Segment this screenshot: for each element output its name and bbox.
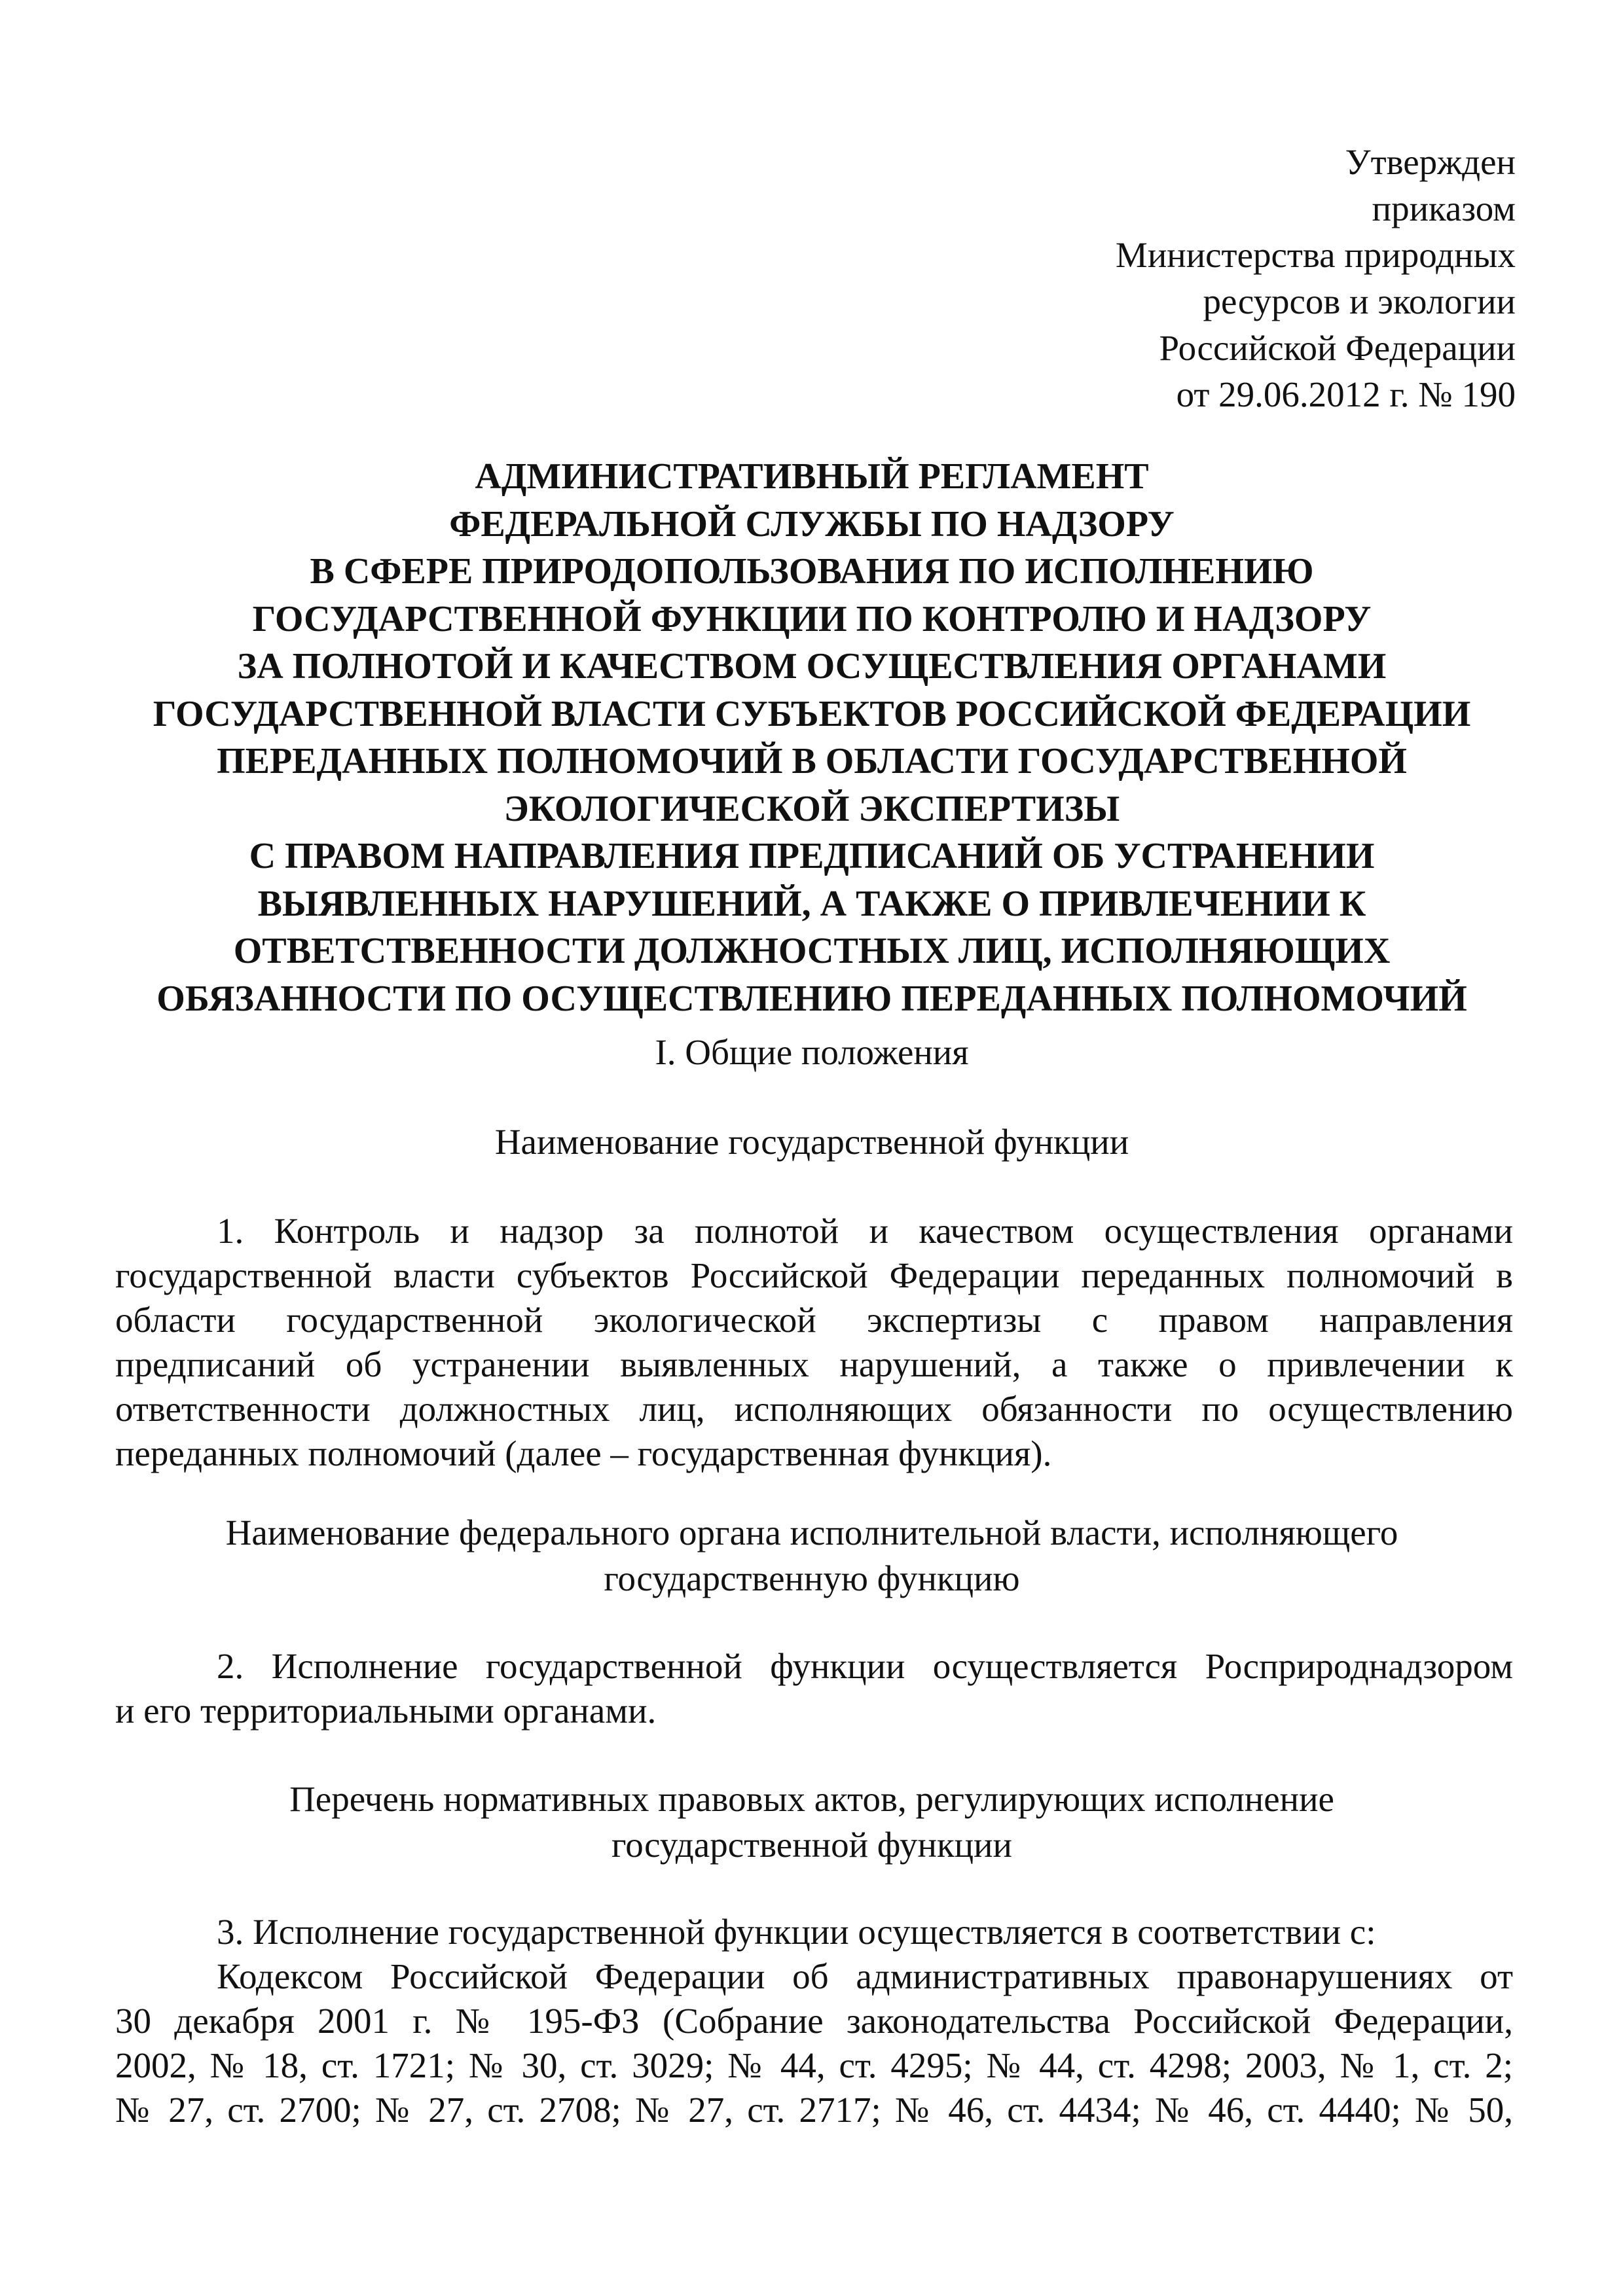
paragraph-line: 2. Исполнение государственной функции осуществляется Росприроднадзором <box>217 1646 1513 1686</box>
paragraph-line: переданных полномочий (далее – государственная функция). <box>115 1433 1052 1473</box>
paragraph-line: предписаний об устранении выявленных нарушений, а также о привлечении к <box>115 1344 1513 1384</box>
paragraph-3 <box>115 1910 1513 2132</box>
subheading-line: Наименование федерального органа исполнительной власти, исполняющего <box>225 1513 1398 1552</box>
section-heading: I. Общие положения <box>655 1032 969 1072</box>
paragraph-line: и его территориальными органами. <box>115 1691 657 1731</box>
approval-line: Российской Федерации <box>1159 328 1516 368</box>
title-line: ПЕРЕДАННЫХ ПОЛНОМОЧИЙ В ОБЛАСТИ ГОСУДАРСТВЕННОЙ <box>217 741 1407 781</box>
paragraph-line: ответственности должностных лиц, исполняющих обязанности по осуществлению <box>115 1389 1513 1429</box>
title-line: АДМИНИСТРАТИВНЫЙ РЕГЛАМЕНТ <box>475 456 1149 497</box>
title-line: ЭКОЛОГИЧЕСКОЙ ЭКСПЕРТИЗЫ <box>503 788 1120 829</box>
approval-line: Утвержден <box>1345 142 1516 182</box>
paragraph-line: 1. Контроль и надзор за полнотой и качеством осуществления органами <box>217 1211 1513 1251</box>
title-line: В СФЕРЕ ПРИРОДОПОЛЬЗОВАНИЯ ПО ИСПОЛНЕНИЮ <box>310 551 1314 592</box>
subheading-line: Перечень нормативных правовых актов, регулирующих исполнение <box>289 1779 1334 1819</box>
paragraph-line: 30 декабря 2001 г. № 195-ФЗ (Собрание законодательства Российской Федерации, <box>115 2001 1513 2041</box>
paragraph-1 <box>115 1209 1513 1476</box>
approval-line: приказом <box>1372 188 1516 228</box>
subheading-line: государственной функции <box>611 1825 1012 1865</box>
title-line: С ПРАВОМ НАПРАВЛЕНИЯ ПРЕДПИСАНИЙ ОБ УСТРАНЕНИИ <box>249 836 1375 876</box>
paragraph-line: области государственной экологической экспертизы с правом направления <box>115 1300 1513 1340</box>
paragraph-line: Кодексом Российской Федерации об административных правонарушениях от <box>217 1956 1513 1996</box>
document-title <box>98 453 1525 1022</box>
subheading-legal-acts <box>98 1776 1525 1868</box>
title-line: ФЕДЕРАЛЬНОЙ СЛУЖБЫ ПО НАДЗОРУ <box>449 503 1175 545</box>
paragraph-line: № 27, ст. 2700; № 27, ст. 2708; № 27, ст. 2717; № 46, ст. 4434; № 46, ст. 4440; № 50, <box>115 2090 1513 2130</box>
subheading-function-name: Наименование государственной функции <box>494 1122 1129 1162</box>
paragraph-line: государственной власти субъектов Российской Федерации переданных полномочий в <box>115 1255 1513 1295</box>
title-line: ОТВЕТСТВЕННОСТИ ДОЛЖНОСТНЫХ ЛИЦ, ИСПОЛНЯЮЩИХ <box>233 931 1391 971</box>
subheading-line: государственную функцию <box>604 1558 1020 1598</box>
paragraph-2 <box>115 1644 1513 1733</box>
paragraph-line: 2002, № 18, ст. 1721; № 30, ст. 3029; № 44, ст. 4295; № 44, ст. 4298; 2003, № 1, ст. 2; <box>115 2045 1513 2085</box>
title-line: ВЫЯВЛЕННЫХ НАРУШЕНИЙ, А ТАКЖЕ О ПРИВЛЕЧЕНИИ К <box>257 883 1366 924</box>
title-line: ОБЯЗАННОСТИ ПО ОСУЩЕСТВЛЕНИЮ ПЕРЕДАННЫХ ПОЛНОМОЧИЙ <box>156 978 1467 1019</box>
paragraph-line: 3. Исполнение государственной функции осуществляется в соответствии с: <box>217 1912 1376 1952</box>
approval-line: Министерства природных <box>1115 235 1516 275</box>
approval-line: от 29.06.2012 г. № 190 <box>1176 374 1516 414</box>
title-line: ГОСУДАРСТВЕННОЙ ВЛАСТИ СУБЪЕКТОВ РОССИЙСКОЙ ФЕДЕРАЦИИ <box>153 693 1471 734</box>
approval-line: ресурсов и экологии <box>1203 281 1516 321</box>
approval-block <box>1116 139 1516 418</box>
title-line: ЗА ПОЛНОТОЙ И КАЧЕСТВОМ ОСУЩЕСТВЛЕНИЯ ОРГАНАМИ <box>237 646 1387 687</box>
title-line: ГОСУДАРСТВЕННОЙ ФУНКЦИИ ПО КОНТРОЛЮ И НАДЗОРУ <box>252 598 1372 639</box>
subheading-executive-body <box>98 1510 1525 1602</box>
